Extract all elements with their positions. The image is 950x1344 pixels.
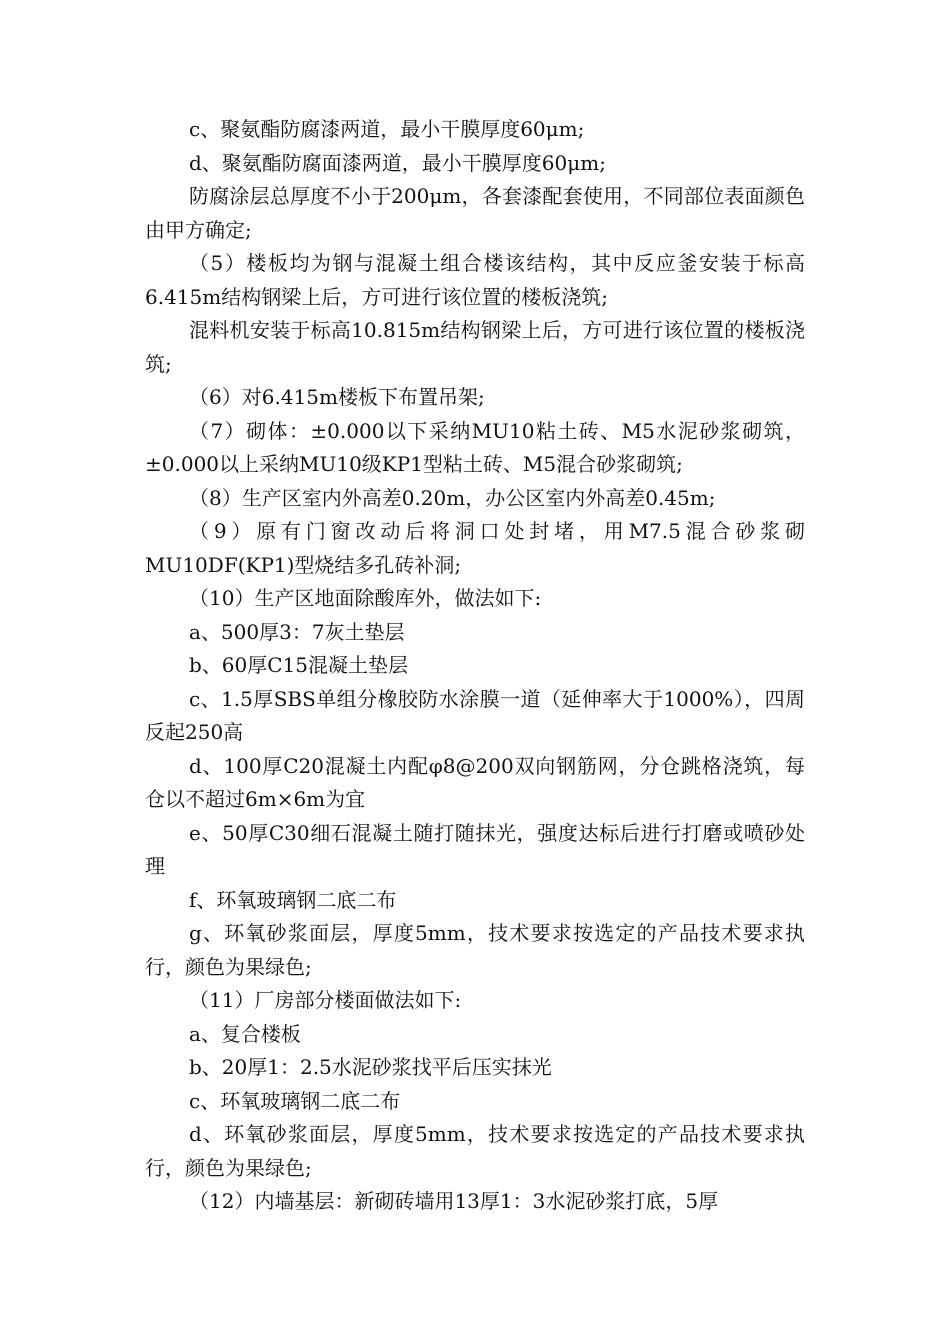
paragraph-5: 混料机安装于标高10.815m结构钢梁上后，方可进行该位置的楼板浇筑; xyxy=(145,318,805,376)
paragraph-16: f、环氧玻璃钢二底二布 xyxy=(189,887,397,912)
paragraph-9: （9）原有门窗改动后将洞口处封堵，用M7.5混合砂浆砌MU10DF(KP1)型烧结多孔砖补洞; xyxy=(145,519,805,577)
paragraph-15: e、50厚C30细石混凝土随打随抹光，强度达标后进行打磨或喷砂处理 xyxy=(145,820,805,878)
paragraph-19: a、复合楼板 xyxy=(189,1021,301,1046)
paragraph-6: （6）对6.415m楼板下布置吊架; xyxy=(189,385,485,409)
paragraph-12: b、60厚C15混凝土垫层 xyxy=(189,653,409,677)
paragraph-23: （12）内墙基层：新砌砖墙用13厚1：3水泥砂浆打底，5厚 xyxy=(189,1189,719,1213)
paragraph-11: a、500厚3：7灰土垫层 xyxy=(189,619,405,644)
paragraph-17: g、环氧砂浆面层，厚度5mm，技术要求按选定的产品技术要求执行，颜色为果绿色; xyxy=(145,921,805,979)
paragraph-18: （11）厂房部分楼面做法如下: xyxy=(189,988,462,1012)
document-body xyxy=(145,113,805,1219)
paragraph-1: c、聚氨酯防腐漆两道，最小干膜厚度60μm; xyxy=(189,117,585,141)
paragraph-14: d、100厚C20混凝土内配φ8@200双向钢筋网，分仓跳格浇筑，每仓以不超过6m×6m为宜 xyxy=(145,753,805,811)
paragraph-2: d、聚氨酯防腐面漆两道，最小干膜厚度60μm; xyxy=(189,150,606,175)
paragraph-13: c、1.5厚SBS单组分橡胶防水涂膜一道（延伸率大于1000%），四周反起250高 xyxy=(145,686,805,744)
paragraph-21: c、环氧玻璃钢二底二布 xyxy=(189,1088,401,1113)
paragraph-7: （7）砌体：±0.000以下采纳MU10粘土砖、M5水泥砂浆砌筑，±0.000以上采纳MU10级KP1型粘土砖、M5混合砂浆砌筑; xyxy=(145,418,805,476)
paragraph-4: （5）楼板均为钢与混凝土组合楼该结构，其中反应釜安装于标高6.415m结构钢梁上后，方可进行该位置的楼板浇筑; xyxy=(145,251,805,309)
paragraph-20: b、20厚1：2.5水泥砂浆找平后压实抹光 xyxy=(189,1055,552,1079)
paragraph-22: d、环氧砂浆面层，厚度5mm，技术要求按选定的产品技术要求执行，颜色为果绿色; xyxy=(145,1122,805,1180)
paragraph-10: （10）生产区地面除酸库外，做法如下: xyxy=(189,586,542,610)
paragraph-3: 防腐涂层总厚度不小于200μm，各套漆配套使用，不同部位表面颜色由甲方确定; xyxy=(145,184,805,242)
paragraph-8: （8）生产区室内外高差0.20m，办公区室内外高差0.45m; xyxy=(189,485,716,510)
